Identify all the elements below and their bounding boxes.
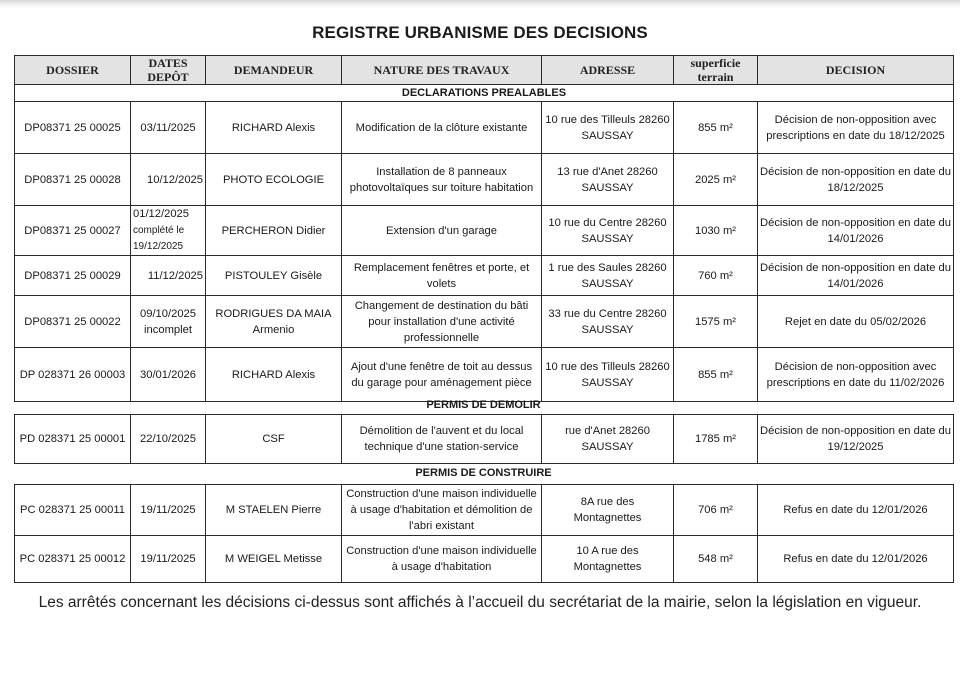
table-row bbox=[15, 256, 954, 296]
column-header-decision: DECISION bbox=[758, 56, 954, 85]
cell-date-note: complété le bbox=[133, 225, 185, 236]
column-header-superficie-line2: terrain bbox=[697, 70, 734, 84]
cell-decision: Décision de non-opposition en date du 14/01/2026 bbox=[758, 206, 954, 256]
cell-nature: Changement de destination du bâti pour installation d'une activité professionnelle bbox=[342, 296, 542, 348]
register-table-construire bbox=[14, 484, 954, 583]
cell-dossier: PC 028371 25 00011 bbox=[15, 485, 131, 536]
cell-demandeur: RICHARD Alexis bbox=[206, 348, 342, 402]
section-label-construire: PERMIS DE CONSTRUIRE bbox=[415, 467, 552, 479]
cell-nature: Extension d'un garage bbox=[342, 206, 542, 256]
cell-nature: Ajout d'une fenêtre de toit au dessus du garage pour aménagement pièce bbox=[342, 348, 542, 402]
cell-demandeur: M STAELEN Pierre bbox=[206, 485, 342, 536]
cell-superficie: 706 m² bbox=[674, 485, 758, 536]
cell-date: 09/10/2025 incomplet bbox=[131, 296, 206, 348]
cell-dossier: PD 028371 25 00001 bbox=[15, 415, 131, 464]
cell-date: 10/12/2025 bbox=[131, 154, 206, 206]
column-header-demandeur: DEMANDEUR bbox=[206, 56, 342, 85]
cell-nature: Modification de la clôture existante bbox=[342, 102, 542, 154]
cell-date: 22/10/2025 bbox=[131, 415, 206, 464]
cell-adresse: 10 rue des Tilleuls 28260 SAUSSAY bbox=[542, 348, 674, 402]
cell-dossier: DP08371 25 00029 bbox=[15, 256, 131, 296]
cell-demandeur: CSF bbox=[206, 415, 342, 464]
cell-date: 30/01/2026 bbox=[131, 348, 206, 402]
cell-demandeur: PISTOULEY Gisèle bbox=[206, 256, 342, 296]
table-row bbox=[15, 415, 954, 464]
cell-dossier: DP 028371 26 00003 bbox=[15, 348, 131, 402]
cell-superficie: 760 m² bbox=[674, 256, 758, 296]
cell-decision: Décision de non-opposition en date du 14/01/2026 bbox=[758, 256, 954, 296]
section-row-declarations bbox=[15, 85, 954, 102]
cell-adresse: 10 A rue des Montagnettes bbox=[542, 536, 674, 583]
register-table-declarations bbox=[14, 55, 954, 402]
cell-decision: Décision de non-opposition en date du 19/12/2025 bbox=[758, 415, 954, 464]
column-header-dates bbox=[131, 56, 206, 85]
section-label-declarations: DECLARATIONS PREALABLES bbox=[15, 85, 954, 102]
cell-adresse: 13 rue d'Anet 28260 SAUSSAY bbox=[542, 154, 674, 206]
column-header-superficie bbox=[674, 56, 758, 85]
table-row bbox=[15, 348, 954, 402]
cell-nature: Construction d'une maison individuelle à usage d'habitation et démolition de l'abri existant bbox=[342, 485, 542, 536]
cell-date-note-date: 19/12/2025 bbox=[133, 241, 184, 252]
cell-superficie: 2025 m² bbox=[674, 154, 758, 206]
column-header-dates-line1: DATES bbox=[148, 56, 188, 70]
cell-date: 19/11/2025 bbox=[131, 485, 206, 536]
table-row bbox=[15, 485, 954, 536]
scan-edge bbox=[0, 0, 960, 8]
column-header-adresse: ADRESSE bbox=[542, 56, 674, 85]
cell-decision: Décision de non-opposition en date du 18/12/2025 bbox=[758, 154, 954, 206]
cell-dossier: PC 028371 25 00012 bbox=[15, 536, 131, 583]
cell-adresse: rue d'Anet 28260 SAUSSAY bbox=[542, 415, 674, 464]
register-table-demolir bbox=[14, 414, 954, 464]
cell-demandeur: RICHARD Alexis bbox=[206, 102, 342, 154]
cell-nature: Démolition de l'auvent et du local technique d'une station-service bbox=[342, 415, 542, 464]
cell-decision: Décision de non-opposition avec prescriptions en date du 18/12/2025 bbox=[758, 102, 954, 154]
table-row bbox=[15, 536, 954, 583]
document-title: REGISTRE URBANISME DES DECISIONS bbox=[312, 23, 648, 42]
cell-demandeur: PHOTO ECOLOGIE bbox=[206, 154, 342, 206]
cell-dossier: DP08371 25 00025 bbox=[15, 102, 131, 154]
column-header-superficie-line1: superficie bbox=[690, 56, 741, 70]
section-label-demolir: PERMIS DE DEMOLIR bbox=[426, 399, 541, 411]
cell-decision: Refus en date du 12/01/2026 bbox=[758, 536, 954, 583]
cell-adresse: 1 rue des Saules 28260 SAUSSAY bbox=[542, 256, 674, 296]
cell-nature: Installation de 8 panneaux photovoltaïques sur toiture habitation bbox=[342, 154, 542, 206]
cell-demandeur: M WEIGEL Metisse bbox=[206, 536, 342, 583]
cell-dossier: DP08371 25 00028 bbox=[15, 154, 131, 206]
table-row bbox=[15, 296, 954, 348]
footer-notice: Les arrêtés concernant les décisions ci-dessus sont affichés à l’accueil du secrétariat de la mairie, selon la législation en vigueur. bbox=[38, 594, 922, 611]
cell-adresse: 10 rue du Centre 28260 SAUSSAY bbox=[542, 206, 674, 256]
column-header-dossier: DOSSIER bbox=[15, 56, 131, 85]
cell-decision: Décision de non-opposition avec prescriptions en date du 11/02/2026 bbox=[758, 348, 954, 402]
cell-adresse: 10 rue des Tilleuls 28260 SAUSSAY bbox=[542, 102, 674, 154]
cell-date bbox=[131, 206, 206, 256]
cell-date: 19/11/2025 bbox=[131, 536, 206, 583]
column-header-nature: NATURE DES TRAVAUX bbox=[342, 56, 542, 85]
cell-demandeur: PERCHERON Didier bbox=[206, 206, 342, 256]
cell-decision: Rejet en date du 05/02/2026 bbox=[758, 296, 954, 348]
cell-superficie: 548 m² bbox=[674, 536, 758, 583]
table-row bbox=[15, 102, 954, 154]
cell-superficie: 855 m² bbox=[674, 348, 758, 402]
cell-date: 11/12/2025 bbox=[131, 256, 206, 296]
cell-dossier: DP08371 25 00027 bbox=[15, 206, 131, 256]
cell-demandeur: RODRIGUES DA MAIA Armenio bbox=[206, 296, 342, 348]
cell-decision: Refus en date du 12/01/2026 bbox=[758, 485, 954, 536]
cell-date-value: 01/12/2025 bbox=[133, 208, 189, 220]
cell-date: 03/11/2025 bbox=[131, 102, 206, 154]
cell-superficie: 1575 m² bbox=[674, 296, 758, 348]
table-row bbox=[15, 154, 954, 206]
cell-nature: Construction d'une maison individuelle à usage d'habitation bbox=[342, 536, 542, 583]
cell-dossier: DP08371 25 00022 bbox=[15, 296, 131, 348]
cell-superficie: 1785 m² bbox=[674, 415, 758, 464]
cell-adresse: 33 rue du Centre 28260 SAUSSAY bbox=[542, 296, 674, 348]
cell-superficie: 1030 m² bbox=[674, 206, 758, 256]
table-row bbox=[15, 206, 954, 256]
cell-superficie: 855 m² bbox=[674, 102, 758, 154]
cell-adresse: 8A rue des Montagnettes bbox=[542, 485, 674, 536]
table-header-row bbox=[15, 56, 954, 85]
column-header-dates-line2: DEPÔT bbox=[147, 70, 189, 84]
cell-nature: Remplacement fenêtres et porte, et volets bbox=[342, 256, 542, 296]
